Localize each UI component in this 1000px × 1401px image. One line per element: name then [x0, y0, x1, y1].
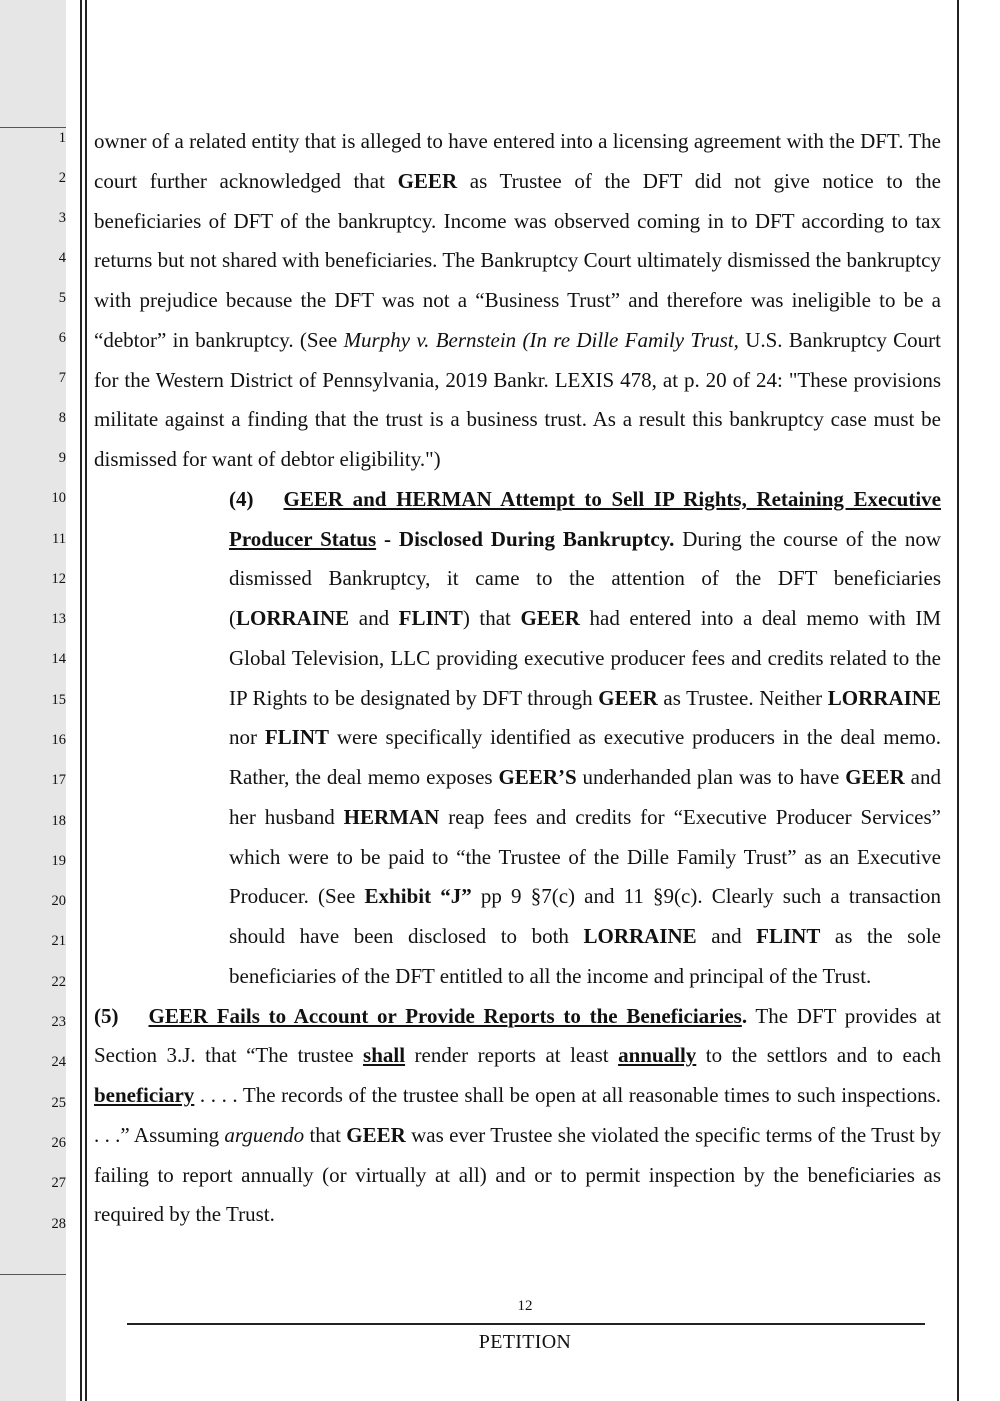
party-name: GEER — [598, 685, 658, 710]
section-heading: GEER and HERMAN Attempt to Sell IP Rights, Retaining Executive Producer Status — [229, 486, 941, 551]
paragraph-section-4 — [94, 480, 941, 997]
text: underhanded plan was to have — [576, 765, 846, 789]
line-number: 21 — [51, 933, 66, 949]
text: to the settlors and to each — [696, 1043, 941, 1068]
line-number: 15 — [51, 692, 66, 708]
line-number: 7 — [58, 370, 66, 386]
party-name: FLINT — [398, 606, 463, 630]
party-name: HERMAN — [343, 804, 440, 829]
line-number: 17 — [51, 772, 66, 788]
line-number: 2 — [58, 170, 66, 186]
line-number: 22 — [51, 974, 66, 990]
left-rule-outer — [80, 0, 82, 1401]
text: pp 9 §7(c) and 11 §9(c). Clearly such a transaction should have been disclosed to both — [229, 884, 941, 948]
paragraph-section-5 — [94, 997, 941, 1236]
footer-title: PETITION — [478, 1331, 572, 1353]
text: . . . . The records of the trustee shall be open at all reasonable times to such inspections. . . .” Assuming — [94, 1083, 941, 1147]
text: that — [304, 1122, 347, 1147]
exhibit-reference: Exhibit “J” — [364, 884, 472, 909]
line-number: 24 — [51, 1054, 66, 1070]
line-number: 19 — [51, 853, 66, 869]
party-name: LORRAINE — [827, 685, 941, 710]
line-number: 4 — [58, 250, 66, 266]
line-number: 28 — [51, 1216, 66, 1232]
line-number: 20 — [51, 893, 66, 909]
line-number: 25 — [51, 1095, 66, 1111]
text: render reports at least — [405, 1043, 619, 1068]
party-name: FLINT — [264, 725, 330, 750]
text: owner of a related entity that is alleged to have entered into a licensing agreement with the DFT. The court further acknowledged that — [94, 129, 941, 193]
text: had entered into a deal memo with IM Global Television, LLC providing executive producer fees and credits related to the IP Rights to be designated by DFT through — [229, 606, 941, 710]
party-name: LORRAINE — [236, 606, 350, 630]
margin-bottom-line — [0, 1274, 66, 1275]
paragraph-bankruptcy-dismissal — [94, 122, 941, 480]
section-heading: GEER Fails to Account or Provide Reports to the Beneficiaries — [148, 1003, 742, 1028]
line-number: 26 — [51, 1135, 66, 1151]
text: and her husband — [229, 765, 941, 829]
emphasis: shall — [363, 1043, 406, 1068]
line-number: 27 — [51, 1175, 66, 1191]
text: , U.S. Bankruptcy Court for the Western District of Pennsylvania, 2019 Bankr. LEXIS 478, at p. 20 of 24: "These provisions militate against a finding that the trust is a business trust. As a result this bankruptcy case must be dismissed for want of debtor eligibility.") — [94, 327, 941, 471]
line-number: 9 — [58, 450, 66, 466]
text: were specifically identified as executive producers in the deal memo. Rather, the deal memo exposes — [229, 725, 941, 789]
text: reap fees and credits for “Executive Producer Services” which were to be paid to “the Trustee of the Dille Family Trust” as an Executive Producer. (See — [229, 804, 941, 909]
party-name: GEER — [520, 606, 580, 630]
text: During the course of the now dismissed Bankruptcy, it came to the attention of the DFT beneficiaries ( — [229, 526, 941, 630]
case-citation: Murphy v. Bernstein (In re Dille Family Trust — [343, 327, 734, 352]
line-number: 3 — [58, 210, 66, 226]
line-number: 11 — [52, 531, 66, 547]
text: as the sole beneficiaries of the DFT entitled to all the income and principal of the Trust. — [229, 924, 941, 988]
party-name: LORRAINE — [583, 924, 697, 948]
text: ) that — [462, 606, 521, 630]
text: nor — [229, 725, 265, 750]
latin-term: arguendo — [224, 1122, 305, 1147]
line-number: 23 — [51, 1014, 66, 1030]
text: as Trustee. Neither — [657, 685, 828, 710]
line-number: 14 — [51, 651, 66, 667]
footer-divider — [127, 1323, 925, 1325]
section-heading-rest: - Disclosed During Bankruptcy. — [376, 526, 675, 551]
text: and — [349, 606, 399, 630]
emphasis: beneficiary — [94, 1083, 195, 1107]
text: as Trustee of the DFT did not give notice to the beneficiaries of DFT of the bankruptcy. Income was observed coming in to DFT according to tax returns but not shared with beneficiaries. The Bankruptcy Court ultimately dismissed the bankruptcy with prejudice because the DFT was not a “Business Trust” and therefore was ineligible to be a “debtor” in bankruptcy. (See — [94, 168, 941, 352]
line-number: 6 — [58, 330, 66, 346]
line-number: 16 — [51, 732, 66, 748]
right-rule — [957, 0, 959, 1401]
text: was ever Trustee she violated the specific terms of the Trust by failing to report annually (or virtually at all) and or to permit inspection by the beneficiaries as required by the Trust. — [94, 1122, 942, 1227]
line-number: 10 — [51, 490, 66, 506]
party-name: FLINT — [756, 924, 821, 948]
petition-body — [94, 122, 941, 1235]
text: and — [696, 924, 757, 948]
emphasis: annually — [618, 1043, 697, 1068]
text: The DFT provides at Section 3.J. that “The trustee — [94, 1003, 941, 1068]
party-name: GEER — [346, 1122, 406, 1147]
line-number: 18 — [51, 813, 66, 829]
line-number: 13 — [51, 611, 66, 627]
section-number: (5) — [94, 1003, 119, 1028]
line-number: 5 — [58, 290, 66, 306]
left-rule-inner — [85, 0, 87, 1401]
page-number: 12 — [517, 1298, 533, 1314]
party-name: GEER’S — [498, 765, 577, 789]
line-number: 8 — [58, 410, 66, 426]
party-name: GEER — [845, 765, 905, 789]
section-number: (4) — [229, 486, 254, 511]
margin-top-line — [0, 127, 66, 128]
party-name: GEER — [397, 168, 458, 193]
text: . — [741, 1003, 748, 1028]
line-number: 12 — [51, 571, 66, 587]
line-number: 1 — [58, 130, 66, 146]
